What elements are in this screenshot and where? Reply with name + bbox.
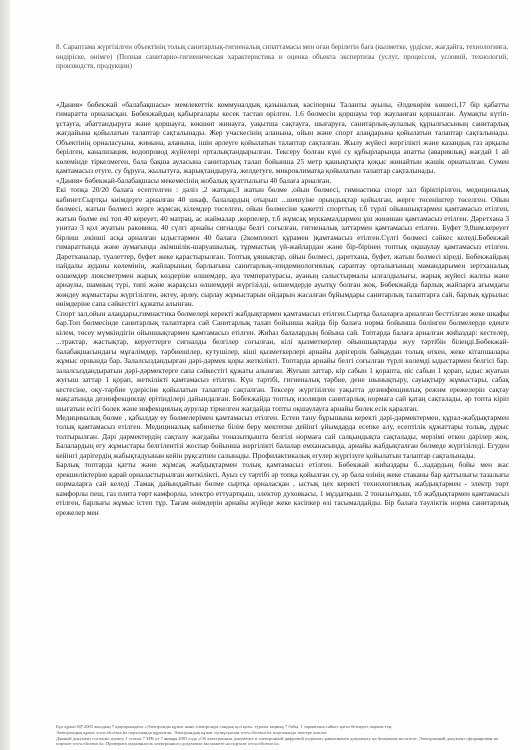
paragraph: Спорт зал,ойын алаңдары,гимнастика бөлмелері керекті жабдықтармен қамтамасыз етілген.Сыртқа балаларға арналған бесттілған жеке шкафы бар.Топ бөлмесінде санитарлық талаптарға сай Санитарлық талап бойынша жайда бір балаға норма бойынша бөлінген бөлмелерде еденге кілем, төсеу мүмкіндігін ойыншықтармен қамтамасыз етілген. Жиһаз балалардың бойына сай. Топтарда балаға арналған жиһаздар: кестелер, ...трактар, жастықтар, керуеттерге сигналды белгілер соғылған, кілі қызметкерлер ойыншықтарды жуу тәртібін білеңді.Бөбекжай-балабақшасындағы мұғалімдер, тәрбиешілер, кутушілер, кіші қызметкерлері арнайы дәрігерлік байқаудан толық өткен, жеке кітапшалары жұмыс орнында бар. Залалсыздандырған дәрі-дәрмек қоры жеткілікті. Топтарда арнайы белгі соғылған түрлі көлемді ыдыстармен белгісі бар. залалсыздандыратын дәрі-дәрмектерге сапа сәйкестігі құжаты алынған. Жуғыш заттар, кір сабын 1 қорапта, иіс сабын 1 қорап, ыдыс жуатын жуғыш заттар 1 қорап, жеткілікті қамтамасыз етілген. Күн тәртібі, гигиеналық тәрбие, дене шынықтыру, сауықтыру жұмыстары, сабақ кестесіне, оқу-тәрбие үдерісіне қойылатын талаптар сақталған. Тексеру жүргізілген уақытта дезинфекциялық режим ережелерін сақтау мақсатында дезинфекциялау ерітінділері дайындалған. Бөбекжайда топтық изоляция санитарлық нормаға сай қатаң сақталады, әр топта кіріп шығатын есігі бөлек және инфекциялық аурулар тіркелген жағдайда топты оқшаулауға арнайы бөлек есік қаралған. [56, 308, 509, 413]
document-body [56, 100, 509, 517]
paragraph: Екі топқа 20/20 балаға есептелген : дәліз ,2 жатқан,3 жатын бөлме ,ойын бөлмесі, гимнастика спорт зал біріктірілген, медициналық кабинет.Сыртқы киімдерге арналған 40 шкаф, балалардың отырып ...шешуіне орындықтар қойылған, жерге төсеніштер төселген. Ойын бөлмесі, жатын бөлмесі жерге жұмсақ кілемдер төселген, ойын бөлмесіне қажетті спорттық т.б түрлі ойыншықтармен қамтамасыз етілген, жатын бөлме екі топ 40 кереует, 40 матрац, ас жаймалар ,көрпелер, т.б жұмсақ мүккамалдармен ұш жининан қамтамасыз етілген. Дәретхана 3 унитаз 3 қол жуатын раковина, 40 сүлгі арнайы сигналды белгі соғылған, гигиеналық заттармен қамтамасыз етілген. Буфет 9,0шм.кереует бірлиш ,екінші асқа арналған ыдыстармен 40 балаға (2комплекті құрамен )қамтамасыз етілген.Сүлгі бөлмесі сәйкес келеді.Бөбекжай гимараттында және аумағында әкімшілік-шаруашылық, тұрмыстық үй-жайлардан және бір-бірінен топтық оқшаулау қамтамасыз етілген. Дәретханалар, туалеттер, буфет жеке қарастырылған. Топтық ұяшықтар, ойын бөлмесі, дәретхана, буфет, жатын бөлмесі кіреді. Бөбекжайдың пайдалы ауданы көлемінің, жайларының барлығына санитарлық-эпидемиологиялық сараптау орталығының мамандарымен зертханалық өлшемдер люксметрмен жарық көздеріне өлшемдер, ауа температурасы, ауаның салыстырмалы ылғалдылығы, жарық жүйесі жалпы және арнаулы, шамның түрі, типі және жарақсыз өлшемдері жүргізілді, өлшемдерде ауытқу болған жоқ. Бөбекжайда барлық жайларға ағымдағы жөндеу жұмыстары жүргізілген, әктеу, әрлеу, сырлау жұмыстарын ойдарын жасалған бұйымдары санитарлық талаптарға сай, барлық құрылыс өнімдеріне сапа сәйкестігі құжаты алынған. [56, 185, 509, 309]
paragraph: Барлық топтарда қатты және жұмсақ жабдықтармен толық қамтамасыз етілген. Бөбекжай жиһаздары б...ладардың бойы мен жас ерекшеліктеріне қарай орналастырылған жеткілікті. Ауыз су тәртібі әр топқа қойылған су, әр бала өзінің жеке стаканы бар қаттылығы тазалығы нормаларға сай келеді .Тамақ дайындайтын бөлме сыртқа орналасқан , ыстық цех керекті технологиялық жабдықтармен - электр төрт камфорлы пеш, газ плита төрт камфорлы, электро еттуартқыш, электор духовкасы, 1 мұздатқыш. 2 тоназытқыш, т.б жабдықтармен қамтамасыз етілген, барлығы жұмыс істеп тұр. Тағам өнімдерін арнайы жүйеде жеке кәсіпкер өзі тасымалдайды. Бір балаға тәуліктік норма санитарлық ережелер мен [56, 460, 509, 517]
footer-line: Данный документ согласно пункту 1 статьи 7 ЗРК от 7 января 2003 года «Об электронном документе и электронной цифровой подписи» равнозначен документу на бумажном носителе. Электронный документ сформирован на портале www.elicense.kz. Проверить подлинность электронного документа вы можете на портале www.elicense.kz. [56, 735, 499, 747]
paragraph: «Дания» бөбекжай «балабақшасы» мемлекеттік коммуналдық қазыналық кәсіпорны Таланты ауылы, Әлдекөрім көшесі,17 бір қабатты ғимаратта орналасқан. Бөбекжайдың қабырғалары кесек тастан өрілген. 1.6 бөлмесін қоршауы тор жауланған қоршалған. Аумақты күтіп-ұстауға, абаттандыруға және қоршауға, көкшөп жинауға, уақытша сақтауға, шығаруға, санитарлық-аулалық құрылғысының санитарлық жағдайына қойылатын талаптар сақталынады. Жер учаскесінің аланына, ойын және спорт алаңдарына қойылатын талаптар сақталынады. Объектінің орналасуына, жинына, аланына, ішін әрлеуге қойылатын талаптар сақталған. Жылу жүйесі жергілікті және казандық газ арқылы берілген, канализация, водопровод жүйелері орталықтандырылған. Тексеру болған күні су құбырларында апатты (авариялық) жағдай 1 ай көлемінде тіркелмеген, бала бақша ауласына санитарлық талап бойынша 25 метр қашықтықта қоқыс жинайтын жәшік орнатылған. Сумен қамтамасыз етуге, су бұруға, жылытуға, жарықтандыруға, желдетуге, микроклиматқа қойылатын талаптар сақталынады. [56, 100, 509, 176]
e-document-footer [56, 724, 509, 747]
paragraph: «Дания» бөбекжай-балабақшасы мекемесінің жобалық қуаттылығы 40 балаға арналған. [56, 175, 332, 185]
section-heading: 8. Сараптама жүргізілген объектінің толық санитарлық-гигиеналық сипаттамасы мен оған берілетін баға (кызметке, үрдіске, жағдайға, технологияға, өндіріске, өнімге) (Полная санитарно-гигиеническая характеристика и оценка объекта экспертизы (услуг, процессов, условий, технологий, производств, продукции) [56, 43, 508, 71]
scan-edge [0, 0, 10, 750]
footer-line: Бұл құжат ҚР 2003 жылдың 7 қаңтарындағы «Электронды құжат және электронды сандық қол қою» туралы заңның 7 бабы, 1 тармағына сәйкес қағаз бетіндегі заңмен тең. [56, 724, 393, 729]
footer-line: Электрондық құжат www.elicense.kz порталында құрылған. Электрондық құжат түпнұсқасын www.elicense.kz порталында тексере аласыз. [56, 729, 328, 735]
paragraph: Медициналық бөлме , қабылдау еу бөлмелерімен қамтамасыз етілген. Естен тану бұрышына керекті дәрі-дәрмектермен, құрал-жабдықтармен толық қамтамасыз етілген. Медициналық кабинетке білім беру мектепке дейінгі ұйымдарда есепке алу, есептілік құжаттары толық, дұрыс толтырылған. Дәрі дәрмектердің сақталу жағдайы тоназытқышта белгілі нормаға сай салқындықта сақталады, мерзімі өткен дәрілер жоқ. Балалардың егу жұмыстары белгілентізі жоспар бойынша жергілікті балалар емханасында, арнайы жабдықталған бөлмеде жүргізіледі. Егуден кейінгі дәрігердің жабықтадуынан кейін рұқсатпен салынады. Профилактикалық егулер жүргізуге қойылатын талаптар сақталынады. [56, 412, 509, 460]
